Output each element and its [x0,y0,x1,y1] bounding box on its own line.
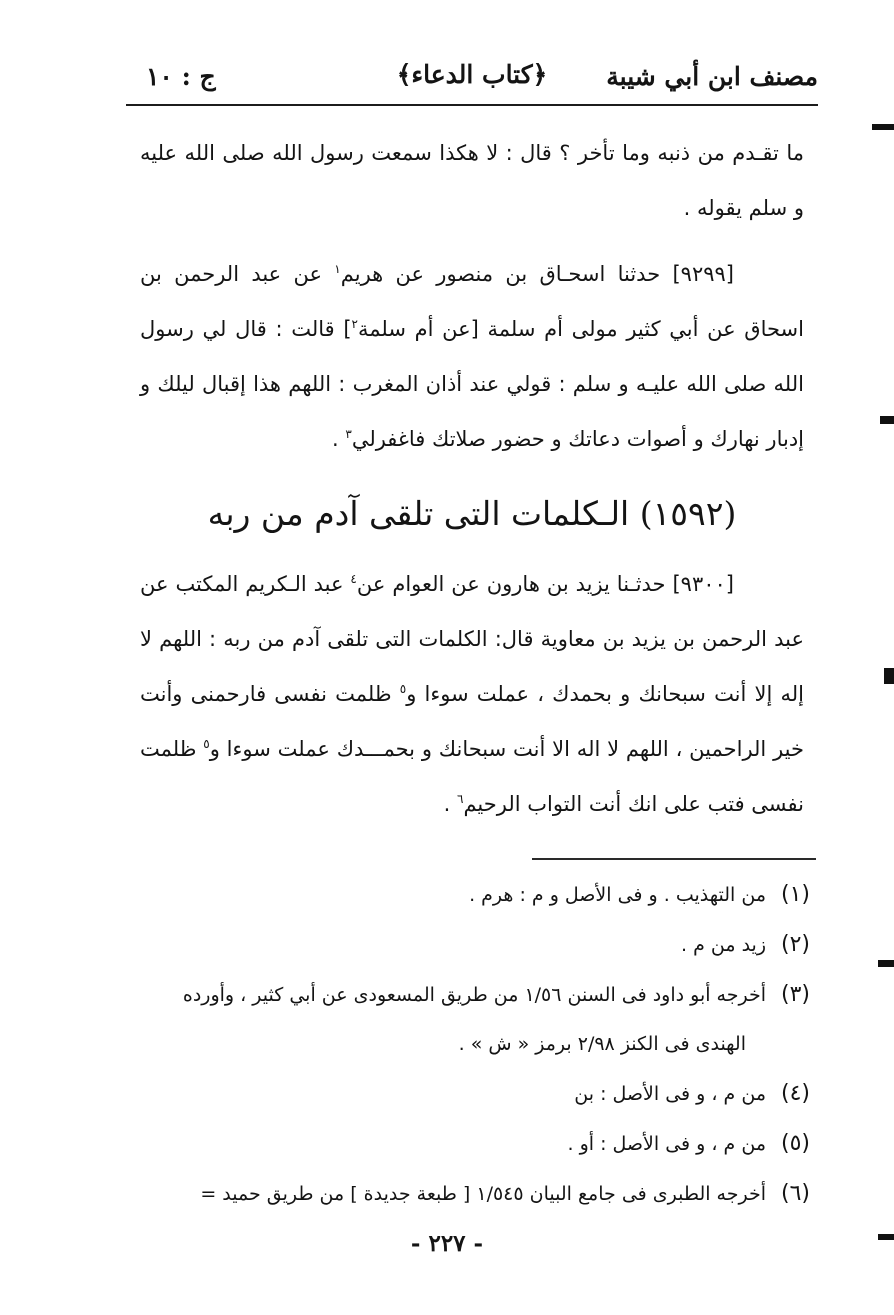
footnote-ref: ٢ [351,317,358,331]
footnote-number: (٥) [780,1131,810,1156]
scan-mark [884,668,894,684]
main-text [140,126,804,832]
footnote-ref: ٣ [345,427,352,441]
footnote-text: زيد من م . [681,934,766,956]
footnote-ref: ١ [334,262,341,276]
footnote-ref: ٦ [456,792,464,806]
footnote-number: (٤) [780,1081,810,1106]
footnote-text: من التهذيب . و فى الأصل و م : هرم . [469,884,766,906]
hadith-text: ] قالت : قال لي رسول الله صلى الله عليـه و سلم : قولي عند أذان المغرب : اللهم هذا إقبال ليلك و إدبار نهارك و أصوات دعاتك و حضور صلاتك فاغفرلي [140,317,804,451]
footnote-rule [532,858,816,860]
footnote-3-continuation [130,1020,810,1069]
scan-mark [878,960,894,967]
hadith-text: . [443,792,457,816]
footnote-number: (١) [780,882,810,907]
footnote-3 [130,970,810,1020]
footnote-5 [130,1119,810,1169]
chapter-title: (١٥٩٢) الـكلمات التى تلقى آدم من ربه [207,494,737,533]
scan-mark [872,124,894,130]
hadith-text: . [332,427,346,451]
volume-number: ج : ١٠ [146,62,216,91]
footnote-1 [130,870,810,920]
header-rule [126,104,818,106]
hadith-9300 [140,557,804,832]
footnote-number: (٣) [780,982,810,1007]
footnotes [130,870,810,1219]
footnote-text: أخرجه الطبرى فى جامع البيان ١/٥٤٥ [ طبعة جديدة ] من طريق حميد = [200,1183,766,1205]
footnote-text: من م ، و فى الأصل : بن [574,1083,766,1105]
book-title: مصنف ابن أبي شيبة [606,62,818,91]
scan-mark [878,1234,894,1240]
footnote-number: (٢) [780,932,810,957]
footnote-ref: ٥ [203,737,210,751]
chapter-name: ﴿كتاب الدعاء﴾ [396,60,548,89]
hadith-text: [٩٢٩٩] حدثنا اسحـاق بن منصور عن هريم [340,262,734,286]
page-number: - ٢٢٧ - [410,1230,484,1257]
scan-mark [880,416,894,424]
footnote-number: (٦) [780,1181,810,1206]
footnote-2 [130,920,810,970]
hadith-text: ظلمت نفسى فتب على انك أنت التواب الرحيم [140,737,804,816]
footnote-text: الهندى فى الكنز ٢/٩٨ برمز « ش » . [458,1033,746,1055]
running-header [126,58,818,98]
hadith-text: ظلمت نفسى فارحمنى وأنت خير الراحمين ، اللهم لا اله الا أنت سبحانك و بحمـــدك عملت سوءا و [140,682,804,761]
footnote-text: أخرجه أبو داود فى السنن ١/٥٦ من طريق المسعودى عن أبي كثير ، وأورده [182,984,766,1006]
hadith-text: عبد الـكريم المكتب عن عبد الرحمن بن يزيد بن معاوية قال: الكلمات التى تلقى آدم من ربه : اللهم لا إله إلا أنت سبحانك و بحمدك ، عملت سوءا و [140,572,804,706]
paragraph-continuation: ما تقـدم من ذنبه وما تأخر ؟ قال : لا هكذا سمعت رسول الله صلى الله عليه و سلم يقوله . [140,141,804,220]
hadith-text: عن عبد الرحمن بن اسحاق عن أبي كثير مولى أم سلمة [عن أم سلمة [140,262,804,341]
hadith-9299 [140,247,804,467]
footnote-ref: ٤ [350,572,357,586]
hadith-text: [٩٣٠٠] حدثـنا يزيد بن هارون عن العوام عن [356,572,734,596]
footnote-6 [130,1169,810,1219]
footnote-4 [130,1069,810,1119]
footnote-text: من م ، و فى الأصل : أو . [567,1133,766,1155]
footnote-ref: ٥ [399,682,407,696]
